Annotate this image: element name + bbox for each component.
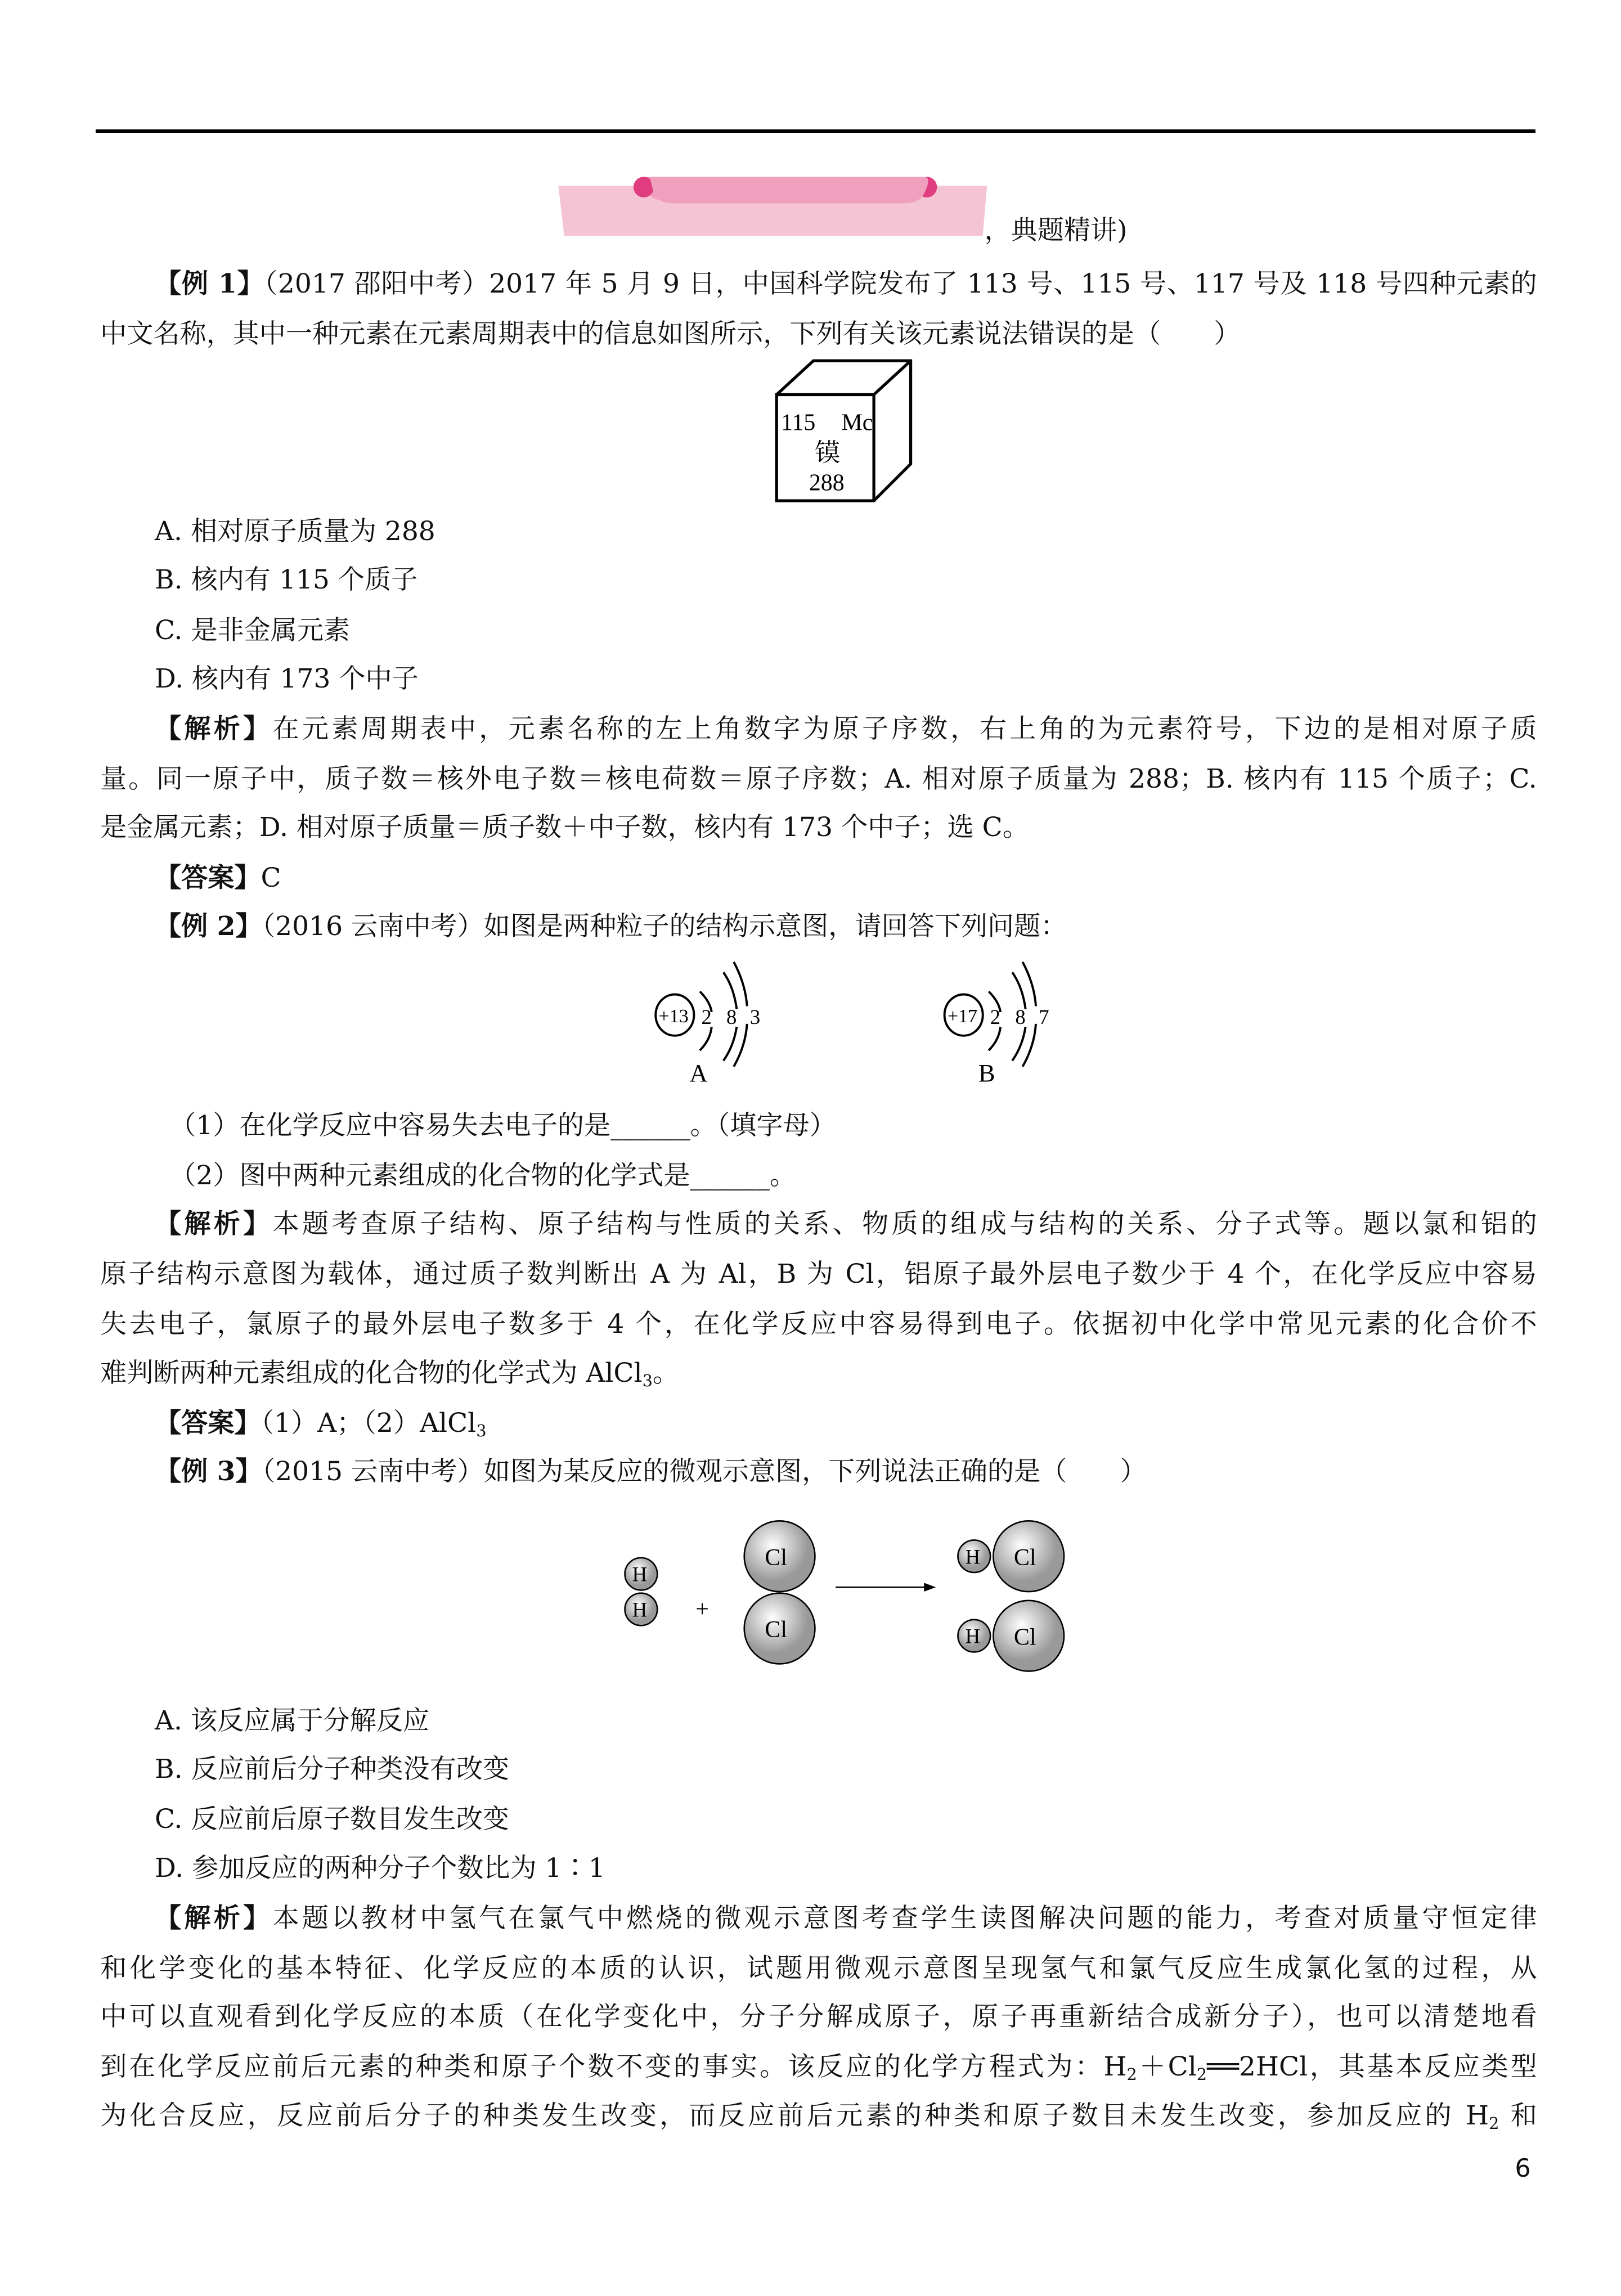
text-segment: （1）在化学反应中容易失去电子的是______。（填字母）: [169, 1109, 836, 1141]
section-label: 【例 1】: [155, 268, 264, 300]
text-line: [100, 810, 1029, 846]
text-segment: 和: [1499, 2100, 1537, 2131]
text-line: [155, 909, 1067, 945]
text-segment: 到在化学反应前后元素的种类和原子个数不变的事实。该反应的化学方程式为：H: [100, 2051, 1127, 2083]
text-line: [155, 514, 435, 550]
text-line: [100, 1257, 1537, 1292]
text-line: [100, 1307, 1537, 1342]
text-line: [100, 1951, 1537, 1987]
text-segment: 本题考查原子结构、原子结构与性质的关系、物质的组成与结构的关系、分子式等。题以氯和铝的: [272, 1208, 1537, 1240]
text-line: [155, 1207, 1537, 1242]
text-segment: C: [261, 862, 281, 893]
text-segment: 量。同一原子中，质子数＝核外电子数＝核电荷数＝原子序数；A. 相对原子质量为 288；B. 核内有 115 个质子；C.: [100, 763, 1537, 795]
text-segment: 中文名称，其中一种元素在元素周期表中的信息如图所示，下列有关该元素说法错误的是（ ）: [100, 318, 1241, 350]
svg-text:2: 2: [990, 1005, 1001, 1029]
svg-text:8: 8: [1015, 1005, 1026, 1029]
text-line: [155, 712, 1537, 747]
text-segment: ══2HCl，其基本反应类型: [1207, 2051, 1537, 2083]
text-segment: B. 核内有 115 个质子: [155, 564, 418, 596]
text-segment: 本题以教材中氢气在氯气中燃烧的微观示意图考查学生读图解决问题的能力，考查对质量守恒定律: [272, 1902, 1537, 1934]
svg-text:H: H: [632, 1598, 648, 1621]
atomic-number: 115: [781, 410, 816, 436]
text-segment: 在元素周期表中，元素名称的左上角数字为原子序数，右上角的为元素符号，下边的是相对原子质: [272, 713, 1537, 745]
text-segment: 是金属元素；D. 相对原子质量＝质子数＋中子数，核内有 173 个中子；选 C。: [100, 812, 1029, 843]
text-segment: C. 反应前后原子数目发生改变: [155, 1804, 509, 1835]
text-segment: （2017 邵阳中考）2017 年 5 月 9 日，中国科学院发布了 113 号、115 号、117 号及 118 号四种元素的: [264, 268, 1537, 300]
text-segment: B. 反应前后分子种类没有改变: [155, 1754, 510, 1785]
text-line: [155, 1704, 429, 1739]
svg-text:+17: +17: [948, 1006, 978, 1027]
svg-text:Cl: Cl: [765, 1544, 787, 1571]
cl2-molecule: [744, 1521, 815, 1664]
text-segment: 。: [652, 1357, 680, 1389]
text-segment: 3: [476, 1421, 487, 1440]
text-segment: （2015 云南中考）如图为某反应的微观示意图，下列说法正确的是（ ）: [262, 1456, 1147, 1488]
text-segment: 为化合反应，反应前后分子的种类发生改变，而反应前后元素的种类和原子数目未发生改变，参加反应的 H: [100, 2100, 1489, 2131]
text-segment: 原子结构示意图为载体，通过质子数判断出 A 为 Al，B 为 Cl，铝原子最外层电子数少于 4 个，在化学反应中容易: [100, 1259, 1537, 1290]
svg-text:+13: +13: [658, 1006, 689, 1027]
section-label: 【解析】: [155, 1902, 273, 1934]
atomic-mass: 288: [809, 470, 845, 497]
text-line: [155, 662, 419, 697]
text-segment: 难判断两种元素组成的化合物的化学式为 AlCl: [100, 1357, 643, 1389]
text-line: [155, 1851, 605, 1886]
text-line: [100, 2099, 1537, 2141]
text-segment: 2: [1196, 2064, 1207, 2084]
section-label: 【解析】: [155, 1208, 273, 1240]
hcl-molecules: [958, 1521, 1064, 1671]
plus-sign: +: [695, 1596, 709, 1623]
text-line: [100, 317, 1240, 352]
text-segment: D. 参加反应的两种分子个数比为 1∶1: [155, 1852, 605, 1884]
section-label: 【答案】: [155, 1407, 261, 1439]
element-name: 镆: [815, 438, 840, 467]
svg-text:Cl: Cl: [765, 1616, 787, 1643]
reaction-diagram: [612, 1511, 1083, 1680]
text-segment: 2: [1126, 2064, 1137, 2084]
text-segment: ＋Cl: [1137, 2051, 1197, 2083]
atom-b-label: B: [978, 1059, 995, 1088]
text-segment: 3: [642, 1371, 653, 1390]
section-banner: [555, 174, 990, 240]
section-label: 【解析】: [155, 713, 273, 745]
atom-b: [945, 962, 1049, 1087]
atom-a: [655, 962, 760, 1087]
text-line: [155, 1802, 509, 1837]
element-symbol: Mc: [841, 410, 873, 436]
text-line: [155, 613, 350, 649]
text-line: [155, 1901, 1537, 1936]
svg-text:Cl: Cl: [1013, 1544, 1036, 1571]
svg-text:7: 7: [1039, 1005, 1049, 1029]
text-segment: 中可以直观看到化学反应的本质（在化学变化中，分子分解成原子，原子再重新结合成新分子），也可以清楚地看: [100, 2001, 1537, 2033]
text-line: [169, 1158, 796, 1194]
svg-text:2: 2: [701, 1005, 712, 1029]
text-segment: A. 该反应属于分解反应: [155, 1705, 430, 1736]
svg-text:H: H: [632, 1562, 648, 1586]
section-label: 【例 2】: [155, 910, 262, 942]
text-line: [100, 1356, 679, 1399]
text-line: [100, 2000, 1537, 2035]
text-line: [155, 1454, 1147, 1490]
text-line: [100, 2050, 1537, 2092]
text-line: [169, 1108, 836, 1144]
text-segment: （2016 云南中考）如图是两种粒子的结构示意图，请回答下列问题：: [262, 910, 1067, 942]
svg-text:3: 3: [750, 1005, 761, 1029]
header-rule: [96, 129, 1535, 132]
text-line: [155, 861, 281, 896]
page-number: 6: [1515, 2154, 1531, 2183]
text-segment: 2: [1489, 2113, 1499, 2133]
text-line: [155, 563, 417, 598]
text-line: [100, 762, 1537, 797]
text-segment: （1）A；（2）AlCl: [261, 1407, 477, 1439]
section-title: ，典题精讲): [984, 214, 1128, 246]
atom-a-label: A: [689, 1059, 708, 1088]
arrow-icon: [924, 1583, 936, 1592]
svg-text:H: H: [965, 1544, 980, 1568]
text-segment: D. 核内有 173 个中子: [155, 663, 419, 694]
element-card: [774, 358, 915, 505]
svg-text:Cl: Cl: [1013, 1624, 1036, 1650]
section-label: 【例 3】: [155, 1456, 262, 1488]
text-line: [155, 267, 1537, 302]
text-segment: C. 是非金属元素: [155, 614, 351, 646]
text-segment: 失去电子，氯原子的最外层电子数多于 4 个，在化学反应中容易得到电子。依据初中化学中常见元素的化合价不: [100, 1309, 1537, 1340]
text-segment: A. 相对原子质量为 288: [155, 516, 435, 547]
h2-molecule: [625, 1557, 657, 1625]
atom-structure-diagrams: [634, 958, 1076, 1098]
text-line: [155, 1406, 487, 1449]
text-segment: 和化学变化的基本特征、化学反应的本质的认识，试题用微观示意图呈现氢气和氯气反应生成氯化氢的过程，从: [100, 1952, 1537, 1984]
section-label: 【答案】: [155, 862, 261, 893]
svg-text:8: 8: [726, 1005, 737, 1029]
text-segment: （2）图中两种元素组成的化合物的化学式是______。: [169, 1160, 797, 1191]
svg-text:H: H: [965, 1624, 980, 1648]
text-line: [155, 1752, 509, 1787]
